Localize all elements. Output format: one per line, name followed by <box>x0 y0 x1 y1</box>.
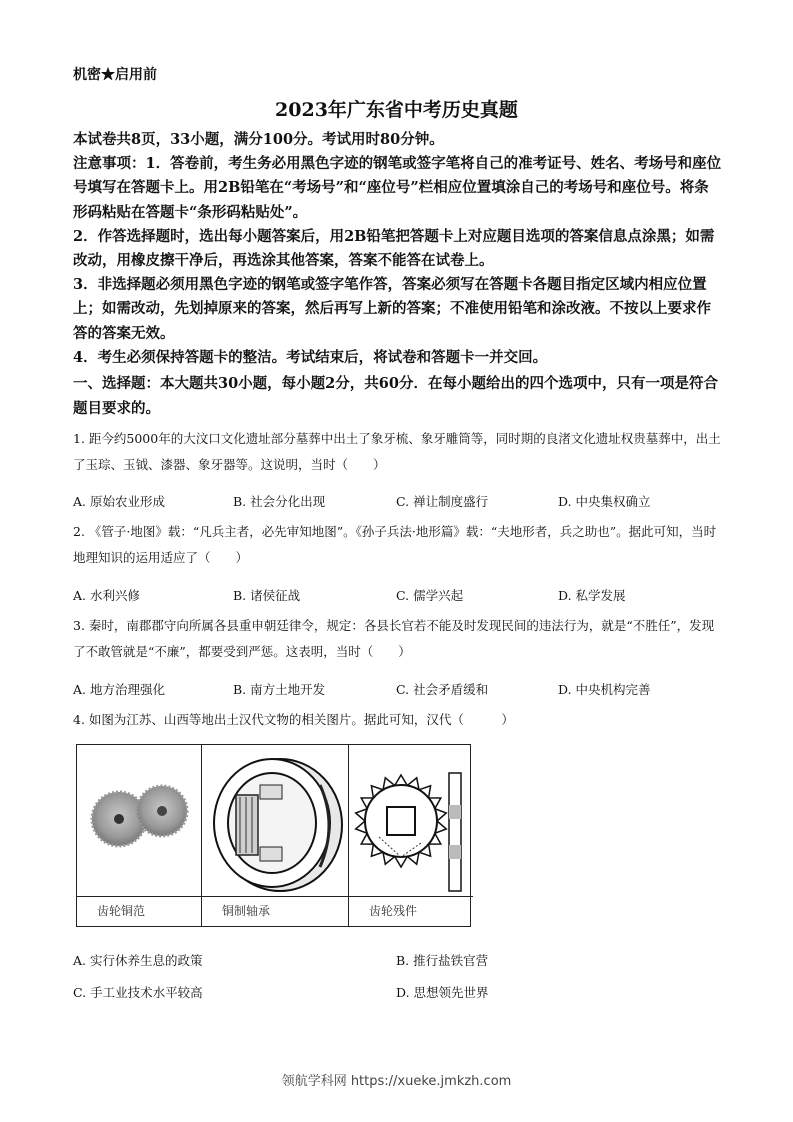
figure-cell-gear-mold <box>77 745 201 926</box>
option-a[interactable]: A. 实行休养生息的政策 <box>73 953 203 968</box>
option-a[interactable]: A. 原始农业形成 <box>73 494 165 509</box>
question-1-text: 1. 距今约5000年的大汶口文化遗址部分墓葬中出土了象牙梳、象牙雕筒等，同时期的良渚文化遗址权贵墓葬中，出土了玉琮、玉钺、漆器、象牙器等。这说明，当时（ ） <box>73 431 721 472</box>
question-4-text: 4. 如图为江苏、山西等地出土汉代文物的相关图片。据此可知，汉代（ ） <box>73 712 514 727</box>
exam-info-line: 本试卷共8页，33小题，满分100分。考试用时80分钟。 <box>73 131 444 148</box>
section-heading: 一、选择题：本大题共30小题，每小题2分，共60分．在每小题给出的四个选项中，只有一项是符合题目要求的。 <box>73 375 718 417</box>
option-c[interactable]: C. 社会矛盾缓和 <box>396 682 489 697</box>
bearing-icon <box>202 745 349 898</box>
question-3-options <box>73 680 733 700</box>
notice-item-2: 2．作答选择题时，选出每小题答案后，用2B铅笔把答题卡上对应题目选项的答案信息点涂黑；如需改动，用橡皮擦干净后，再选涂其他答案，答案不能答在试卷上。 <box>73 227 715 270</box>
option-d[interactable]: D. 中央机构完善 <box>558 682 651 697</box>
figure-caption: 齿轮残件 <box>349 896 473 926</box>
option-b[interactable]: B. 诸侯征战 <box>233 588 301 603</box>
option-c[interactable]: C. 儒学兴起 <box>396 588 464 603</box>
footer-watermark: 领航学科网 https://xueke.jmkzh.com <box>281 1074 512 1089</box>
option-b[interactable]: B. 推行盐铁官营 <box>396 953 489 968</box>
question-1-options <box>73 492 733 512</box>
gear-mold-icon <box>77 745 201 898</box>
question-2-options <box>73 586 733 606</box>
option-b[interactable]: B. 南方土地开发 <box>233 682 326 697</box>
exam-instructions <box>73 128 723 370</box>
option-c[interactable]: C. 禅让制度盛行 <box>396 494 489 509</box>
page-title: 2023年广东省中考历史真题 <box>275 99 518 121</box>
notice-item-1: 注意事项：1．答卷前，考生务必用黑色字迹的钢笔或签字笔将自己的准考证号、姓名、考场号和座位号填写在答题卡上。用2B铅笔在“考场号”和“座位号”栏相应位置填涂自己的考场号和座位号。将条形码粘贴在答题卡“条形码粘贴处”。 <box>73 155 722 221</box>
figure-caption: 齿轮铜范 <box>77 896 201 926</box>
question-3-text: 3. 秦时，南郡郡守向所属各县重申朝廷律令，规定：各县长官若不能及时发现民间的违法行为，就是“不胜任”，发现了不敢管就是“不廉”，都要受到严惩。这表明，当时（ ） <box>73 618 715 659</box>
figure-cell-gear-fragment <box>348 745 473 926</box>
option-d[interactable]: D. 思想领先世界 <box>396 985 489 1000</box>
option-a[interactable]: A. 地方治理强化 <box>73 682 165 697</box>
option-a[interactable]: A. 水利兴修 <box>73 588 140 603</box>
question-2-text: 2. 《管子·地图》载：“凡兵主者，必先审知地图”。《孙子兵法·地形篇》载：“夫地形者，兵之助也”。据此可知，当时地理知识的运用适应了（ ） <box>73 524 717 565</box>
notice-item-4: 4．考生必须保持答题卡的整洁。考试结束后，将试卷和答题卡一并交回。 <box>73 348 548 366</box>
option-d[interactable]: D. 私学发展 <box>558 588 626 603</box>
figure-caption: 铜制轴承 <box>202 896 349 926</box>
question-4-options-row-1 <box>73 951 633 971</box>
notice-item-3: 3．非选择题必须用黑色字迹的钢笔或签字笔作答，答案必须写在答题卡各题目指定区域内相应位置上；如需改动，先划掉原来的答案，然后再写上新的答案；不准使用铅笔和涂改液。不按以上要求作答的答案无效。 <box>73 276 711 342</box>
confidential-label: 机密★启用前 <box>73 67 157 83</box>
artifact-figure <box>76 744 471 927</box>
figure-cell-bearing <box>201 745 349 926</box>
option-c[interactable]: C. 手工业技术水平较高 <box>73 985 203 1000</box>
gear-fragment-icon <box>349 745 473 898</box>
option-d[interactable]: D. 中央集权确立 <box>558 494 651 509</box>
option-b[interactable]: B. 社会分化出现 <box>233 494 326 509</box>
question-4-options-row-2 <box>73 983 633 1003</box>
